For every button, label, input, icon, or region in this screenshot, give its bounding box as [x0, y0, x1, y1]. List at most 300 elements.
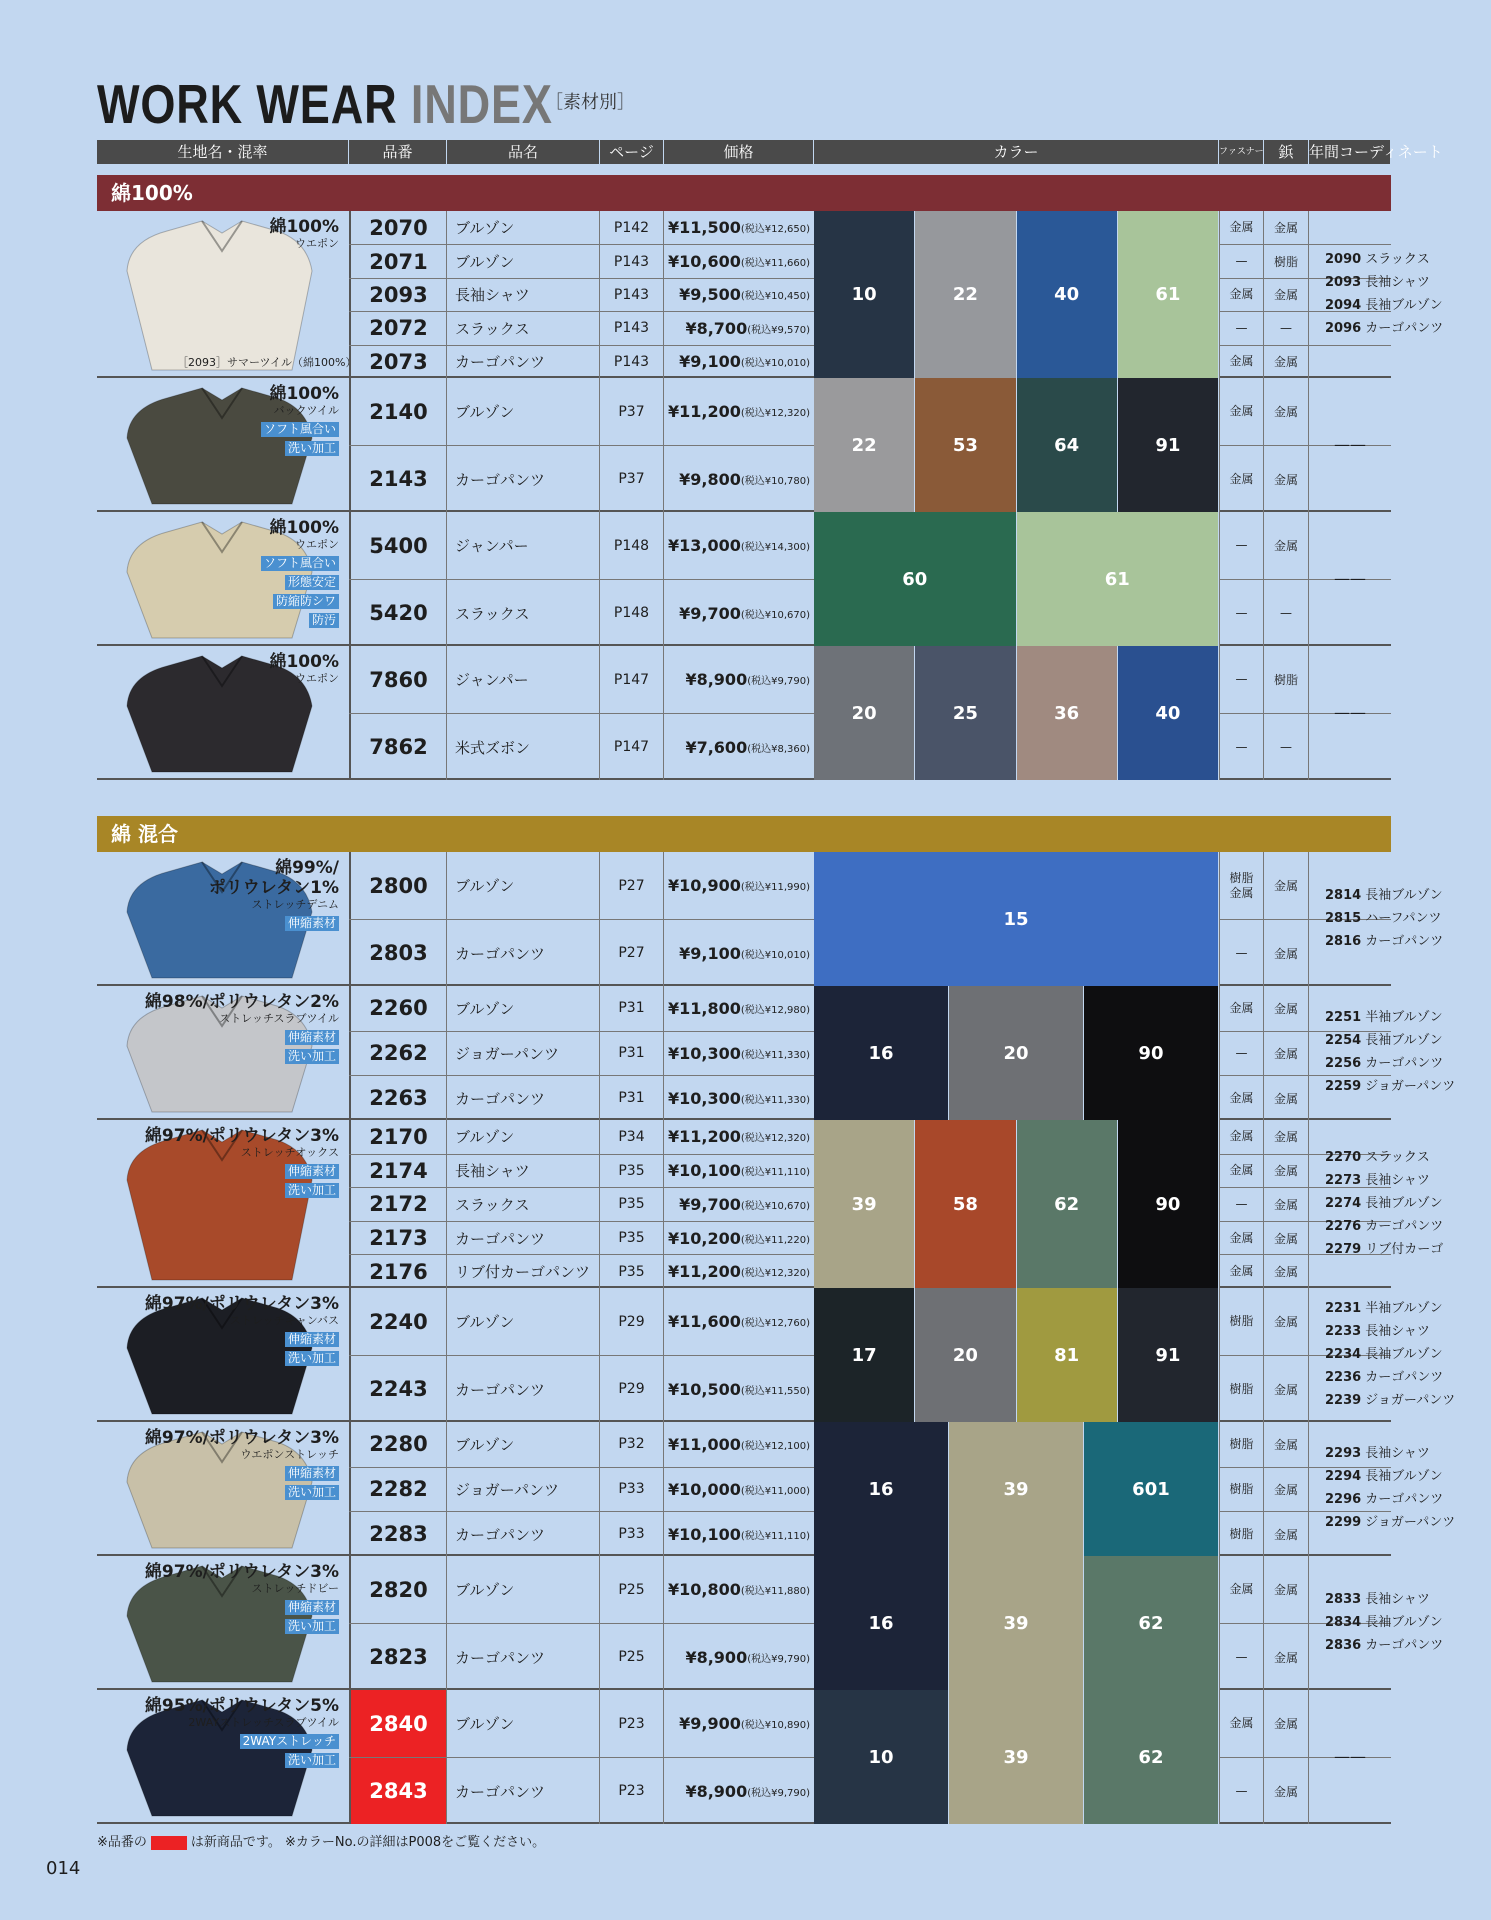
product-code: 2176 — [349, 1255, 447, 1288]
product-group — [97, 1422, 1456, 1556]
fastener-type: 金属 — [1219, 1076, 1264, 1120]
coordinate-name: カーゴパンツ — [1365, 1492, 1444, 1507]
coordinate-item — [1325, 1075, 1491, 1098]
rivet-type: 金属 — [1264, 1222, 1309, 1255]
weave-name: ストレッチキャンバス — [229, 1314, 339, 1327]
title-accent: INDEX — [410, 73, 553, 135]
rivet-type: 金属 — [1264, 1468, 1309, 1512]
fastener-type: — — [1219, 1624, 1264, 1690]
rivet-type: 金属 — [1264, 986, 1309, 1031]
product-code: 2174 — [349, 1155, 447, 1188]
coordinate-list — [1311, 852, 1491, 984]
coordinate-item — [1325, 930, 1491, 953]
product-name: ブルゾン — [447, 1288, 600, 1355]
material-name: 綿100% — [269, 518, 339, 538]
product-name: ブルゾン — [447, 1120, 600, 1154]
tag-wrap — [261, 552, 339, 571]
price-tax: (税込¥8,360) — [747, 743, 810, 755]
coordinate-item — [1325, 1465, 1491, 1488]
product-code: 2263 — [349, 1076, 447, 1120]
price: ¥10,800 (税込¥11,880) — [667, 1580, 810, 1599]
header-cell: カラー — [814, 140, 1219, 164]
material-info — [145, 1294, 339, 1366]
header-cell: 品名 — [447, 140, 600, 164]
product-code: 2262 — [349, 1032, 447, 1076]
fastener-type: 金属 — [1219, 1120, 1264, 1154]
tag-wrap — [145, 1347, 339, 1366]
tag-wrap — [261, 609, 339, 628]
rivet-type: 樹脂 — [1264, 646, 1309, 713]
fastener-type: 樹脂 — [1219, 1468, 1264, 1512]
color-swatches — [814, 1690, 1219, 1824]
price-tax: (税込¥10,670) — [740, 1200, 810, 1212]
coordinate-name: スラックス — [1365, 251, 1430, 267]
tag-wrap — [261, 571, 339, 590]
coordinate-code: 2236 — [1325, 1369, 1362, 1385]
coordinate-code: 2233 — [1325, 1323, 1362, 1339]
material-name: 綿97%/ポリウレタン3% — [144, 1294, 339, 1314]
product-code: 2260 — [349, 986, 447, 1031]
rivet-type: 金属 — [1264, 446, 1309, 512]
color-swatch: 53 — [915, 378, 1016, 512]
price-tax: (税込¥9,790) — [747, 1787, 810, 1799]
color-swatches — [814, 211, 1219, 378]
page-ref: P148 — [600, 580, 664, 646]
coordinate-name: 長袖ブルゾン — [1365, 1614, 1443, 1630]
coordinate-item — [1325, 1215, 1491, 1238]
price: ¥8,900 (税込¥9,790) — [685, 1647, 810, 1667]
coordinate-name: 長袖ブルゾン — [1365, 1346, 1443, 1362]
product-photo — [97, 1120, 349, 1286]
product-name: ジャンパー — [447, 646, 600, 713]
rivet-type: 金属 — [1264, 1356, 1309, 1422]
product-name: ブルゾン — [447, 1690, 600, 1757]
tag-wrap — [145, 1026, 339, 1045]
coordinate-list — [1311, 1556, 1491, 1688]
coordinate-item — [1325, 1006, 1491, 1029]
photo-caption: ［2093］サマーツイル（綿100%） — [177, 356, 357, 369]
material-info — [209, 858, 339, 931]
price: ¥8,700 (税込¥9,570) — [685, 318, 810, 338]
title-main: WORK WEAR — [97, 73, 398, 135]
price-tax: (税込¥11,110) — [740, 1167, 810, 1179]
product-name: ジャンパー — [447, 512, 600, 579]
product-group — [97, 1120, 1444, 1288]
color-swatch: 39 — [949, 1422, 1084, 1556]
price: ¥11,200 (税込¥12,320) — [667, 402, 810, 421]
price: ¥10,600 (税込¥11,660) — [667, 252, 810, 272]
rivet-type: 金属 — [1264, 346, 1309, 378]
feature-tag: 形態安定 — [285, 575, 339, 590]
feature-tag: 防縮防シワ — [273, 594, 339, 609]
price: ¥11,500 (税込¥12,650) — [667, 218, 810, 238]
price-tax: (税込¥10,670) — [740, 609, 810, 621]
rivet-type: — — [1264, 714, 1309, 780]
page-ref: P23 — [600, 1758, 664, 1824]
material-info — [145, 1562, 339, 1634]
color-swatches — [814, 378, 1219, 512]
tag-wrap — [145, 1462, 339, 1481]
coordinate-name: 長袖シャツ — [1365, 274, 1430, 290]
tag-wrap — [145, 1179, 339, 1198]
coordinate-item — [1325, 1169, 1491, 1192]
product-group — [97, 512, 1391, 646]
product-name: スラックス — [447, 1188, 600, 1221]
product-name: 米式ズボン — [447, 714, 600, 780]
price: ¥11,000 (税込¥12,100) — [667, 1434, 810, 1454]
coordinate-name: ジョガーパンツ — [1365, 1515, 1456, 1530]
coordinate-code: 2816 — [1325, 933, 1362, 949]
fastener-type: 樹脂 金属 — [1219, 852, 1264, 919]
price-tax: (税込¥12,100) — [740, 1440, 810, 1452]
header-cell: 生地名・混率 — [97, 140, 349, 164]
coordinate-list: —— — [1334, 702, 1366, 722]
material-info — [269, 217, 339, 251]
product-name: カーゴパンツ — [447, 1356, 600, 1422]
color-swatches — [814, 1556, 1219, 1690]
fastener-type: 金属 — [1219, 1690, 1264, 1757]
price: ¥10,900 (税込¥11,990) — [667, 876, 810, 895]
coordinate-name: カーゴパンツ — [1365, 320, 1444, 336]
product-code: 5400 — [349, 512, 447, 579]
product-code: 2843 — [349, 1758, 447, 1824]
feature-tag: ソフト風合い — [261, 556, 339, 571]
price-tax: (税込¥11,330) — [740, 1094, 810, 1106]
coordinate-item — [1325, 1389, 1491, 1412]
color-swatch: 10 — [814, 211, 915, 378]
coordinate-name: 長袖ブルゾン — [1365, 297, 1443, 313]
feature-tag: 洗い加工 — [285, 1049, 339, 1064]
material-name: 綿100% — [269, 652, 339, 672]
price-tax: (税込¥11,110) — [740, 1530, 810, 1542]
material-info — [269, 652, 339, 686]
fastener-type: — — [1219, 714, 1264, 780]
price: ¥10,100 (税込¥11,110) — [667, 1524, 810, 1544]
coordinate-code: 2294 — [1325, 1469, 1362, 1484]
product-code: 2282 — [349, 1468, 447, 1512]
material-name: 綿97%/ポリウレタン3% — [144, 1126, 339, 1146]
product-code: 2243 — [349, 1356, 447, 1422]
feature-tag: 伸縮素材 — [285, 1600, 339, 1615]
product-group — [97, 211, 1444, 378]
coordinate-item — [1325, 1366, 1491, 1389]
rivet-type: 金属 — [1264, 1255, 1309, 1288]
page-ref: P147 — [600, 714, 664, 780]
product-group — [97, 378, 1391, 512]
product-name: ブルゾン — [447, 245, 600, 277]
product-group — [97, 1690, 1391, 1824]
coordinate-name: カーゴパンツ — [1365, 1218, 1444, 1234]
material-name: 綿95%/ポリウレタン5% — [144, 1696, 339, 1716]
coordinate-name: スラックス — [1365, 1149, 1430, 1165]
rivet-type: 金属 — [1264, 378, 1309, 445]
color-swatch: 36 — [1017, 646, 1118, 780]
price-tax: (税込¥10,010) — [740, 949, 810, 961]
fastener-type: 金属 — [1219, 279, 1264, 311]
price: ¥9,100 (税込¥10,010) — [679, 943, 810, 963]
weave-name: ウエポン — [295, 672, 339, 685]
header-cell: ファスナー — [1219, 140, 1264, 164]
price-tax: (税込¥12,320) — [740, 1268, 810, 1280]
fastener-type: — — [1219, 1188, 1264, 1221]
product-code: 2093 — [349, 279, 447, 311]
coordinate-item — [1325, 1511, 1491, 1534]
coordinate-code: 2234 — [1325, 1346, 1362, 1362]
fastener-type: — — [1219, 312, 1264, 344]
tag-wrap — [145, 1596, 339, 1615]
coordinate-item — [1325, 271, 1491, 294]
color-swatch: 22 — [915, 211, 1016, 378]
coordinate-item — [1325, 884, 1491, 907]
material-name: 綿100% — [269, 384, 339, 404]
product-code: 2172 — [349, 1188, 447, 1221]
price-tax: (税込¥12,320) — [740, 1133, 810, 1145]
coordinate-name: カーゴパンツ — [1365, 1056, 1444, 1071]
page-ref: P37 — [600, 378, 664, 445]
rivet-type: 金属 — [1264, 211, 1309, 244]
page-number: 014 — [46, 1858, 81, 1879]
coordinate-code: 2836 — [1325, 1637, 1362, 1653]
page-ref: P148 — [600, 512, 664, 579]
fastener-type: 樹脂 — [1219, 1356, 1264, 1422]
page-subtitle: ［素材別］ — [545, 92, 635, 113]
rivet-type: 金属 — [1264, 1076, 1309, 1120]
price-tax: (税込¥10,450) — [740, 291, 810, 303]
price-tax: (税込¥9,570) — [747, 324, 810, 336]
coordinate-code: 2815 — [1325, 910, 1362, 926]
fastener-type: — — [1219, 245, 1264, 277]
page-ref: P35 — [600, 1222, 664, 1255]
page-ref: P27 — [600, 920, 664, 986]
page-ref: P33 — [600, 1512, 664, 1556]
product-name: カーゴパンツ — [447, 1758, 600, 1824]
material-name: 綿98%/ポリウレタン2% — [144, 992, 339, 1012]
page-ref: P147 — [600, 646, 664, 713]
feature-tag: 伸縮素材 — [285, 1030, 339, 1045]
coordinate-code: 2273 — [1325, 1172, 1362, 1188]
color-swatch: 91 — [1118, 1288, 1219, 1422]
price: ¥11,200 (税込¥12,320) — [667, 1262, 810, 1282]
price-tax: (税込¥12,320) — [740, 408, 810, 419]
color-swatch: 15 — [814, 852, 1219, 986]
coordinate-code: 2276 — [1325, 1218, 1362, 1234]
coordinate-list — [1311, 1120, 1491, 1286]
color-swatch: 20 — [915, 1288, 1016, 1422]
feature-tag: 伸縮素材 — [285, 916, 339, 931]
price: ¥11,200 (税込¥12,320) — [667, 1127, 810, 1147]
price-tax: (税込¥11,880) — [740, 1586, 810, 1597]
product-name: カーゴパンツ — [447, 446, 600, 512]
fastener-type: — — [1219, 920, 1264, 986]
product-code: 2280 — [349, 1422, 447, 1467]
product-code: 2800 — [349, 852, 447, 919]
feature-tag: 防汚 — [309, 613, 339, 628]
color-swatch: 61 — [1118, 211, 1219, 378]
price-tax: (税込¥11,330) — [740, 1049, 810, 1061]
coordinate-item — [1325, 1588, 1491, 1611]
page-ref: P143 — [600, 279, 664, 311]
coordinate-name: カーゴパンツ — [1365, 1637, 1444, 1653]
coordinate-list — [1311, 986, 1491, 1118]
tag-wrap — [145, 1045, 339, 1064]
feature-tag: ソフト風合い — [261, 422, 339, 437]
coordinate-code: 2834 — [1325, 1614, 1362, 1630]
fastener-type: 樹脂 — [1219, 1288, 1264, 1355]
price: ¥9,500 (税込¥10,450) — [679, 285, 810, 305]
color-swatches — [814, 852, 1219, 986]
feature-tag: 洗い加工 — [285, 1753, 339, 1768]
price: ¥10,300 (税込¥11,330) — [667, 1043, 810, 1063]
coordinate-item — [1325, 248, 1491, 271]
color-swatch: 39 — [949, 1556, 1084, 1690]
product-name: ブルゾン — [447, 378, 600, 445]
header-cell: 価格 — [664, 140, 814, 164]
price: ¥9,700 (税込¥10,670) — [679, 1194, 810, 1214]
header-cell: 品番 — [349, 140, 447, 164]
product-code: 2283 — [349, 1512, 447, 1556]
rivet-type: 金属 — [1264, 1624, 1309, 1690]
price-tax: (税込¥11,220) — [740, 1234, 810, 1246]
price: ¥10,000 (税込¥11,000) — [667, 1479, 810, 1499]
rivet-type: 金属 — [1264, 1155, 1309, 1188]
feature-tag: 伸縮素材 — [285, 1332, 339, 1347]
tag-wrap — [145, 1481, 339, 1500]
coordinate-item — [1325, 317, 1491, 340]
footer-note: ※品番の は新商品です。 ※カラーNo.の詳細はP008をご覧ください。 — [97, 1835, 546, 1850]
product-code: 2820 — [349, 1556, 447, 1623]
product-code: 5420 — [349, 580, 447, 646]
product-group — [97, 986, 1456, 1120]
price-tax: (税込¥9,790) — [747, 676, 810, 687]
coordinate-code: 2270 — [1325, 1149, 1362, 1165]
header-cell: 年間コーディネート — [1309, 140, 1391, 164]
color-swatches — [814, 986, 1219, 1120]
product-code: 2823 — [349, 1624, 447, 1690]
coordinate-item — [1325, 1146, 1491, 1169]
coordinate-list — [1311, 1288, 1491, 1420]
coordinate-list: —— — [1334, 434, 1366, 454]
fastener-type: 金属 — [1219, 346, 1264, 378]
price-tax: (税込¥12,760) — [740, 1318, 810, 1329]
material-info — [261, 518, 339, 628]
page-ref: P29 — [600, 1288, 664, 1355]
color-swatches — [814, 1288, 1219, 1422]
rivet-type: 金属 — [1264, 1188, 1309, 1221]
feature-tag: 洗い加工 — [285, 1183, 339, 1198]
price: ¥9,900 (税込¥10,890) — [679, 1714, 810, 1733]
price-tax: (税込¥10,780) — [740, 475, 810, 487]
weave-name: ウエポン — [295, 538, 339, 551]
price-tax: (税込¥9,790) — [747, 1653, 810, 1665]
price: ¥10,500 (税込¥11,550) — [667, 1379, 810, 1399]
product-group — [97, 646, 1391, 780]
product-code: 2071 — [349, 245, 447, 277]
product-name: 長袖シャツ — [447, 1155, 600, 1188]
fastener-type: 金属 — [1219, 378, 1264, 445]
color-swatch: 90 — [1118, 1120, 1219, 1288]
new-product-marker — [151, 1836, 187, 1850]
coordinate-item — [1325, 1611, 1491, 1634]
product-photo — [97, 1690, 349, 1822]
product-code: 7860 — [349, 646, 447, 713]
coordinate-item — [1325, 1343, 1491, 1366]
page-ref: P143 — [600, 245, 664, 277]
color-swatch: 22 — [814, 378, 915, 512]
coordinate-name: ジョガーパンツ — [1365, 1079, 1456, 1094]
color-swatch: 81 — [1017, 1288, 1118, 1422]
color-swatch: 39 — [814, 1120, 915, 1288]
product-name: カーゴパンツ — [447, 1512, 600, 1556]
page-ref: P31 — [600, 1032, 664, 1076]
feature-tag: 洗い加工 — [285, 1351, 339, 1366]
page-ref: P142 — [600, 211, 664, 244]
material-info — [145, 1126, 339, 1198]
coordinate-code: 2833 — [1325, 1591, 1362, 1607]
price-tax: (税込¥11,990) — [740, 882, 810, 893]
product-name: ブルゾン — [447, 986, 600, 1031]
fastener-type: — — [1219, 1758, 1264, 1824]
color-swatches — [814, 1120, 1219, 1288]
product-group — [97, 1556, 1444, 1690]
page-ref: P27 — [600, 852, 664, 919]
product-photo — [97, 852, 349, 984]
coordinate-name: 半袖ブルゾン — [1365, 1010, 1443, 1025]
fastener-type: 金属 — [1219, 1222, 1264, 1255]
weave-name: 2WAYストレッチスラブツイル — [188, 1716, 339, 1729]
color-swatch: 20 — [814, 646, 915, 780]
feature-tag: 伸縮素材 — [285, 1466, 339, 1481]
weave-name: バックツイル — [273, 404, 339, 417]
product-name: ブルゾン — [447, 1422, 600, 1467]
rivet-type: 金属 — [1264, 512, 1309, 579]
weave-name: ストレッチスラブツイル — [219, 1012, 339, 1025]
feature-tag: 洗い加工 — [285, 1619, 339, 1634]
section-bar: 綿100% — [97, 175, 1391, 211]
price-tax: (税込¥11,000) — [740, 1485, 810, 1497]
feature-tag: 洗い加工 — [285, 1485, 339, 1500]
fastener-type: 金属 — [1219, 446, 1264, 512]
coordinate-item — [1325, 907, 1491, 930]
material-name: 綿100% — [269, 217, 339, 237]
rivet-type: 金属 — [1264, 852, 1309, 919]
color-swatch: 90 — [1084, 986, 1219, 1120]
color-swatch: 20 — [949, 986, 1084, 1120]
product-name: カーゴパンツ — [447, 1076, 600, 1120]
rivet-type: 金属 — [1264, 279, 1309, 311]
coordinate-code: 2279 — [1325, 1241, 1362, 1257]
product-name: リブ付カーゴパンツ — [447, 1255, 600, 1288]
coordinate-name: カーゴパンツ — [1365, 1369, 1444, 1385]
product-photo — [97, 1288, 349, 1420]
price-tax: (税込¥11,550) — [740, 1385, 810, 1397]
product-name: スラックス — [447, 580, 600, 646]
product-photo — [97, 1422, 349, 1554]
product-code: 2173 — [349, 1222, 447, 1255]
product-photo — [97, 1556, 349, 1688]
product-photo — [97, 512, 349, 644]
product-code: 2143 — [349, 446, 447, 512]
rivet-type: 金属 — [1264, 1032, 1309, 1076]
color-swatch: 64 — [1017, 378, 1118, 512]
price: ¥13,000 (税込¥14,300) — [667, 536, 810, 555]
price-tax: (税込¥14,300) — [740, 542, 810, 553]
product-code: 2072 — [349, 312, 447, 344]
coordinate-item — [1325, 1238, 1491, 1261]
page-ref: P32 — [600, 1422, 664, 1467]
fastener-type: 金属 — [1219, 1556, 1264, 1623]
product-group — [97, 852, 1444, 986]
weave-name: ストレッチオックス — [240, 1146, 339, 1159]
